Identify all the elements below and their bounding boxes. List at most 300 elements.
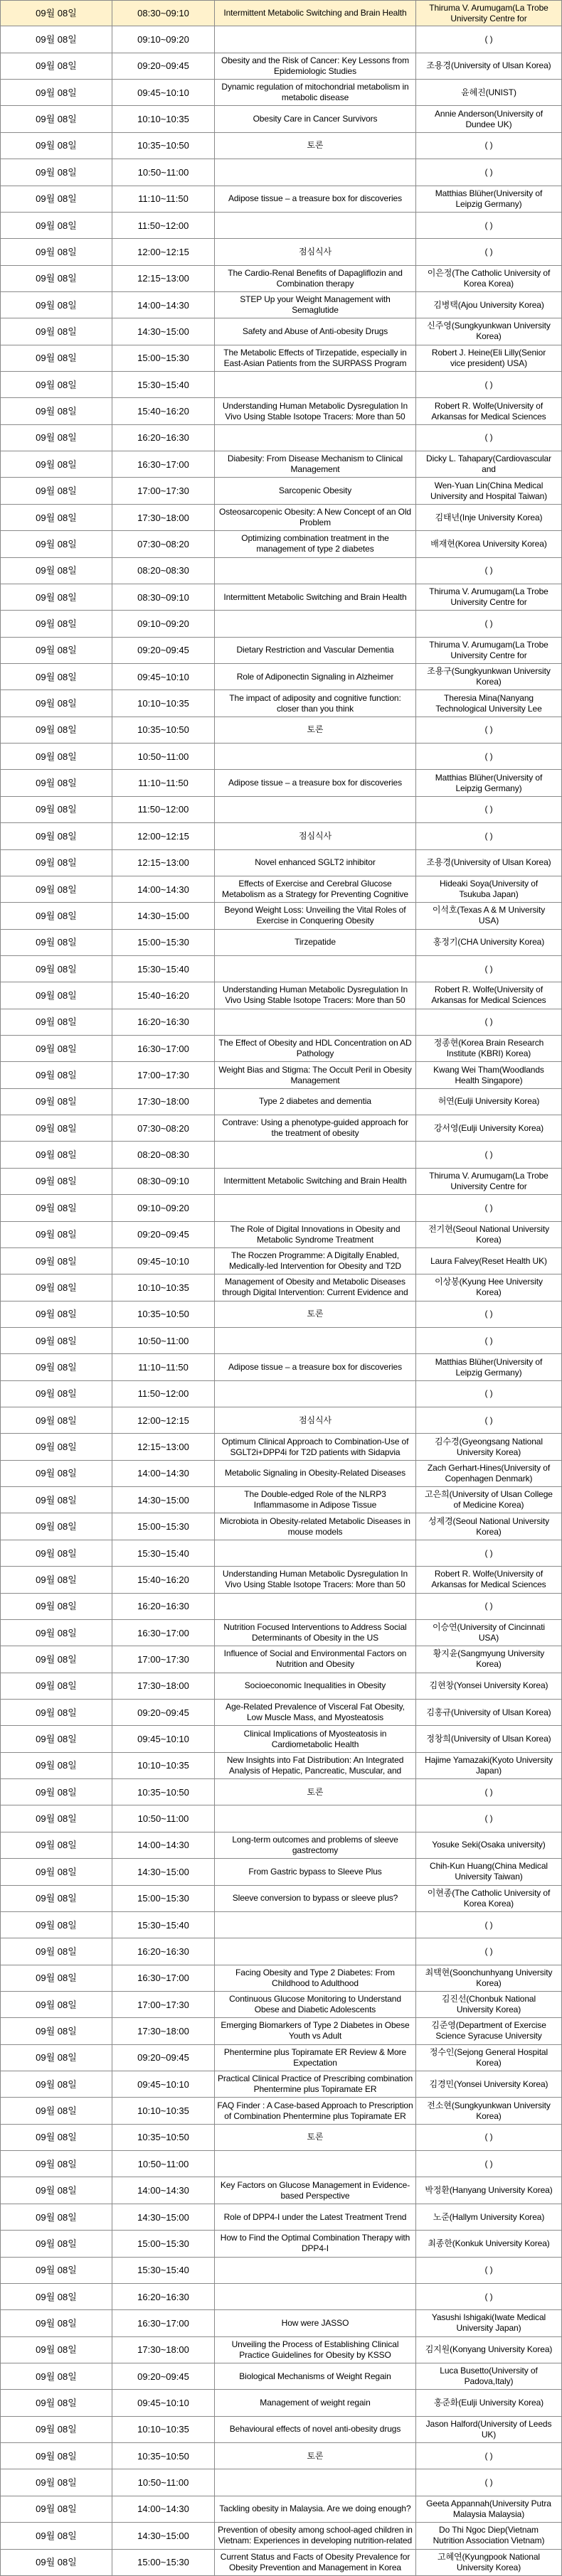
date-cell — [0, 318, 112, 345]
time-cell — [112, 1274, 215, 1301]
time-cell — [112, 1354, 215, 1380]
date-cell — [0, 159, 112, 186]
title-text: Biological Mechanisms of Weight Regain — [239, 2371, 391, 2381]
time-text: 11:10~11:50 — [138, 1362, 189, 1373]
time-cell — [112, 903, 215, 929]
time-cell — [112, 1195, 215, 1221]
date-text: 09월 08일 — [36, 1149, 77, 1161]
table-row — [0, 505, 562, 531]
time-text: 15:00~15:30 — [137, 353, 189, 364]
title-cell — [215, 53, 416, 80]
table-row — [0, 2204, 562, 2231]
speaker-text: 허연(Eulji University Korea) — [438, 1096, 540, 1107]
speaker-text: 김지원(Konyang University Korea) — [425, 2344, 553, 2355]
title-cell — [215, 1142, 416, 1168]
speaker-text: ( ) — [484, 565, 493, 576]
time-text: 10:50~11:00 — [137, 2158, 189, 2169]
speaker-cell — [416, 1009, 562, 1036]
date-cell — [0, 930, 112, 956]
date-cell — [0, 451, 112, 478]
date-cell — [0, 717, 112, 744]
title-cell — [215, 239, 416, 265]
speaker-cell — [416, 133, 562, 159]
time-text: 11:10~11:50 — [138, 193, 189, 205]
speaker-cell — [416, 531, 562, 557]
speaker-cell — [416, 2204, 562, 2231]
speaker-cell — [416, 1195, 562, 1221]
speaker-text: 이상봉(Kyung Hee University Korea) — [435, 1277, 543, 1298]
time-text: 10:50~11:00 — [137, 166, 189, 178]
time-cell — [112, 1779, 215, 1805]
table-row — [0, 0, 562, 26]
time-text: 10:10~10:35 — [137, 1282, 189, 1293]
date-cell — [0, 1832, 112, 1859]
time-cell — [112, 638, 215, 664]
date-cell — [0, 2098, 112, 2124]
time-cell — [112, 239, 215, 265]
title-text: Novel enhanced SGLT2 inhibitor — [255, 857, 376, 868]
time-cell — [112, 1992, 215, 2018]
speaker-text: Hideaki Soya(University of Tsukuba Japan) — [439, 879, 539, 900]
title-cell — [215, 1036, 416, 1062]
title-cell — [215, 372, 416, 398]
title-text: Age-Related Prevalence of Visceral Fat Obesity, Low Muscle Mass, and Myosteatosis — [226, 1702, 405, 1723]
speaker-cell — [416, 0, 562, 26]
date-cell — [0, 1859, 112, 1885]
title-text: The Effect of Obesity and HDL Concentration on AD Pathology — [218, 1038, 412, 1059]
speaker-cell — [416, 2337, 562, 2363]
date-text: 09월 08일 — [36, 591, 77, 603]
speaker-cell — [416, 53, 562, 80]
speaker-cell — [416, 425, 562, 451]
date-cell — [0, 638, 112, 664]
speaker-text: Matthias Blüher(University of Leipzig Germany) — [435, 1356, 543, 1378]
speaker-cell — [416, 1089, 562, 1115]
time-text: 09:45~10:10 — [137, 1734, 189, 1745]
date-cell — [0, 1753, 112, 1779]
title-text: Dietary Restriction and Vascular Dementia — [236, 645, 394, 655]
time-cell — [112, 1407, 215, 1434]
speaker-text: 정수인(Sejong General Hospital Korea) — [429, 2046, 548, 2068]
title-text: Management of weight regain — [260, 2398, 371, 2408]
speaker-text: 김병택(Ajou University Korea) — [433, 299, 544, 310]
date-text: 09월 08일 — [36, 778, 77, 789]
time-cell — [112, 2204, 215, 2231]
title-text: The Cardio-Renal Benefits of Dapagliflozin and Combination therapy — [228, 267, 403, 289]
date-cell — [0, 1594, 112, 1620]
speaker-cell — [416, 186, 562, 213]
time-cell — [112, 611, 215, 637]
speaker-cell — [416, 2098, 562, 2124]
table-row — [0, 2390, 562, 2416]
table-row — [0, 1089, 562, 1115]
time-cell — [112, 106, 215, 132]
table-row — [0, 1540, 562, 1567]
time-cell — [112, 318, 215, 345]
speaker-text: 홍준화(Eulji University Korea) — [433, 2398, 544, 2408]
speaker-text: 노준(Hallym University Korea) — [433, 2211, 545, 2222]
speaker-text: ( ) — [484, 1415, 493, 1425]
speaker-text: Thiruma V. Arumugam(La Trobe University Centre for — [429, 639, 548, 660]
time-text: 14:00~14:30 — [137, 2503, 189, 2515]
table-row — [0, 1805, 562, 1832]
date-text: 09월 08일 — [36, 1070, 77, 1081]
title-text: Tirzepatide — [295, 937, 336, 948]
speaker-cell — [416, 1886, 562, 1912]
date-cell — [0, 2363, 112, 2390]
table-row — [0, 425, 562, 451]
speaker-cell — [416, 1062, 562, 1088]
speaker-text: 이현종(The Catholic University of Korea Korea) — [427, 1887, 551, 1909]
time-cell — [112, 690, 215, 717]
time-text: 12:15~13:00 — [137, 1442, 189, 1453]
title-cell — [215, 930, 416, 956]
date-text: 09월 08일 — [36, 2211, 77, 2223]
title-text: Role of DPP4-I under the Latest Treatment Trend — [223, 2211, 407, 2222]
date-cell — [0, 850, 112, 876]
speaker-text: ( ) — [484, 34, 493, 45]
title-text: Adipose tissue – a treasure box for discoveries — [228, 1362, 403, 1372]
table-row — [0, 2177, 562, 2204]
date-text: 09월 08일 — [36, 2158, 77, 2169]
speaker-text: ( ) — [484, 379, 493, 390]
date-cell — [0, 1062, 112, 1088]
date-cell — [0, 1886, 112, 1912]
time-text: 10:35~10:50 — [137, 2132, 189, 2143]
speaker-text: 홍정기(CHA University Korea) — [433, 937, 545, 948]
speaker-cell — [416, 876, 562, 903]
time-text: 17:00~17:30 — [137, 1070, 189, 1081]
time-text: 15:30~15:40 — [137, 963, 189, 975]
title-text: Current Status and Facts of Obesity Prevalence for Obesity Prevention and Management in Korea — [220, 2551, 410, 2572]
time-text: 09:20~09:45 — [137, 1229, 189, 1240]
speaker-text: ( ) — [484, 166, 493, 177]
title-cell — [215, 1328, 416, 1354]
time-text: 10:10~10:35 — [137, 114, 189, 125]
time-text: 14:00~14:30 — [137, 1468, 189, 1479]
speaker-cell — [416, 1912, 562, 1938]
time-cell — [112, 1381, 215, 1407]
time-cell — [112, 0, 215, 26]
title-text: Influence of Social and Environmental Factors on Nutrition and Obesity — [223, 1648, 407, 1670]
speaker-text: ( ) — [484, 2291, 493, 2302]
title-cell — [215, 2443, 416, 2469]
time-text: 16:30~17:00 — [137, 1043, 189, 1054]
table-row — [0, 1992, 562, 2018]
title-cell — [215, 1779, 416, 1805]
date-cell — [0, 690, 112, 717]
date-text: 09월 08일 — [36, 1946, 77, 1957]
speaker-text: 이은정(The Catholic University of Korea Korea) — [427, 267, 551, 289]
table-row — [0, 1381, 562, 1407]
time-cell — [112, 2018, 215, 2044]
speaker-cell — [416, 1487, 562, 1513]
title-cell — [215, 876, 416, 903]
title-text: Intermittent Metabolic Switching and Brain Health — [223, 8, 407, 18]
title-cell — [215, 106, 416, 132]
time-cell — [112, 1886, 215, 1912]
title-text: Intermittent Metabolic Switching and Brain Health — [223, 1176, 407, 1186]
date-text: 09월 08일 — [36, 1335, 77, 1346]
table-row — [0, 1115, 562, 1142]
date-cell — [0, 1274, 112, 1301]
title-cell — [215, 1912, 416, 1938]
title-cell — [215, 956, 416, 982]
speaker-cell — [416, 239, 562, 265]
title-text: Understanding Human Metabolic Dysregulation In Vivo Using Stable Isotope Tracers: More than 50 — [222, 400, 408, 422]
speaker-cell — [416, 1859, 562, 1885]
title-text: Prevention of obesity among school-aged children in Vietnam: Experiences in developing nutrition-related — [218, 2525, 413, 2546]
time-text: 12:00~12:15 — [137, 1415, 189, 1426]
date-cell — [0, 1726, 112, 1752]
date-text: 09월 08일 — [36, 1202, 77, 1213]
title-text: Microbiota in Obesity-related Metabolic Diseases in mouse models — [220, 1515, 410, 1537]
time-cell — [112, 2071, 215, 2098]
time-text: 10:50~11:00 — [137, 1813, 189, 1825]
speaker-cell — [416, 2417, 562, 2443]
title-text: Adipose tissue – a treasure box for discoveries — [228, 193, 403, 204]
title-text: Beyond Weight Loss: Unveiling the Vital Roles of Exercise in Conquering Obesity — [224, 905, 406, 926]
date-cell — [0, 2258, 112, 2284]
time-cell — [112, 292, 215, 318]
table-row — [0, 2550, 562, 2576]
title-cell — [215, 266, 416, 292]
date-cell — [0, 2231, 112, 2257]
date-text: 09월 08일 — [36, 1521, 77, 1533]
time-text: 09:45~10:10 — [137, 2398, 189, 2409]
speaker-cell — [416, 770, 562, 796]
table-row — [0, 797, 562, 823]
speaker-text: Jason Halford(University of Leeds UK) — [425, 2418, 552, 2440]
time-text: 15:00~15:30 — [137, 937, 189, 948]
speaker-cell — [416, 930, 562, 956]
speaker-cell — [416, 1620, 562, 1646]
date-cell — [0, 664, 112, 690]
date-text: 09월 08일 — [36, 1255, 77, 1267]
title-text: From Gastric bypass to Sleeve Plus — [248, 1866, 382, 1877]
title-cell — [215, 2045, 416, 2071]
date-text: 09월 08일 — [36, 2052, 77, 2064]
date-cell — [0, 53, 112, 80]
title-text: 토론 — [307, 1309, 324, 1319]
date-text: 09월 08일 — [36, 512, 77, 523]
date-cell — [0, 584, 112, 611]
table-row — [0, 1938, 562, 1965]
table-row — [0, 1354, 562, 1380]
title-cell — [215, 1726, 416, 1752]
speaker-cell — [416, 372, 562, 398]
title-text: The Metabolic Effects of Tirzepatide, especially in East-Asian Patients from the SURPASS Program — [223, 347, 407, 368]
time-cell — [112, 2284, 215, 2310]
time-cell — [112, 159, 215, 186]
date-text: 09월 08일 — [36, 2291, 77, 2302]
date-cell — [0, 982, 112, 1009]
speaker-cell — [416, 1407, 562, 1434]
speaker-text: 전기현(Seoul National University Korea) — [428, 1223, 549, 1245]
speaker-text: ( ) — [484, 1946, 493, 1956]
title-cell — [215, 0, 416, 26]
date-text: 09월 08일 — [36, 910, 77, 921]
date-cell — [0, 1115, 112, 1142]
date-text: 09월 08일 — [36, 1096, 77, 1107]
speaker-cell — [416, 106, 562, 132]
speaker-cell — [416, 2071, 562, 2098]
date-text: 09월 08일 — [36, 379, 77, 390]
title-cell — [215, 2151, 416, 2177]
speaker-cell — [416, 1328, 562, 1354]
title-text: How to Find the Optimal Combination Therapy with DPP4-I — [220, 2233, 410, 2254]
speaker-text: Robert J. Heine(Eli Lilly(Senior vice president) USA) — [431, 347, 546, 368]
time-cell — [112, 186, 215, 213]
title-text: Socioeconomic Inequalities in Obesity — [244, 1680, 386, 1691]
time-cell — [112, 1036, 215, 1062]
time-text: 17:30~18:00 — [137, 512, 189, 523]
table-row — [0, 584, 562, 611]
speaker-text: Yasushi Ishigaki(Iwate Medical University Japan) — [431, 2312, 546, 2334]
speaker-cell — [416, 1992, 562, 2018]
speaker-text: 정종현(Korea Brain Research Institute (KBRI) Korea) — [433, 1038, 544, 1059]
time-cell — [112, 876, 215, 903]
table-row — [0, 1062, 562, 1088]
speaker-cell — [416, 1142, 562, 1168]
title-cell — [215, 451, 416, 478]
date-cell — [0, 1036, 112, 1062]
speaker-cell — [416, 2550, 562, 2576]
time-cell — [112, 717, 215, 744]
date-text: 09월 08일 — [36, 1468, 77, 1479]
time-cell — [112, 2310, 215, 2336]
speaker-cell — [416, 717, 562, 744]
title-cell — [215, 2523, 416, 2549]
table-row — [0, 2151, 562, 2177]
date-text: 09월 08일 — [36, 1601, 77, 1612]
speaker-cell — [416, 1115, 562, 1142]
speaker-cell — [416, 1540, 562, 1567]
time-text: 10:10~10:35 — [137, 1760, 189, 1771]
date-text: 09월 08일 — [36, 353, 77, 364]
date-text: 09월 08일 — [36, 1442, 77, 1453]
date-cell — [0, 1248, 112, 1274]
date-cell — [0, 505, 112, 531]
table-row — [0, 186, 562, 213]
date-cell — [0, 2284, 112, 2310]
table-row — [0, 531, 562, 557]
date-text: 09월 08일 — [36, 2317, 77, 2329]
title-text: The impact of adiposity and cognitive function: closer than you think — [229, 692, 401, 714]
title-cell — [215, 1567, 416, 1593]
time-cell — [112, 1726, 215, 1752]
time-text: 14:30~15:00 — [137, 1494, 189, 1506]
title-cell — [215, 1700, 416, 1726]
date-cell — [0, 2337, 112, 2363]
title-cell — [215, 2258, 416, 2284]
date-cell — [0, 213, 112, 239]
date-text: 09월 08일 — [36, 1282, 77, 1293]
title-cell — [215, 478, 416, 504]
speaker-text: Robert R. Wolfe(University of Arkansas for Medical Sciences — [431, 400, 546, 422]
speaker-text: 고혜연(Kyungpook National University Korea) — [438, 2551, 540, 2572]
date-cell — [0, 1912, 112, 1938]
title-text: New Insights into Fat Distribution: An Integrated Analysis of Hepatic, Pancreatic, Muscular, and — [226, 1754, 404, 1776]
title-cell — [215, 2071, 416, 2098]
title-cell — [215, 2390, 416, 2416]
title-cell — [215, 213, 416, 239]
date-cell — [0, 1700, 112, 1726]
time-cell — [112, 1753, 215, 1779]
time-cell — [112, 2523, 215, 2549]
time-cell — [112, 1461, 215, 1487]
title-cell — [215, 1222, 416, 1248]
table-row — [0, 1169, 562, 1195]
date-text: 09월 08일 — [36, 2371, 77, 2382]
table-row — [0, 1222, 562, 1248]
title-cell — [215, 584, 416, 611]
table-row — [0, 80, 562, 106]
date-cell — [0, 2417, 112, 2443]
speaker-cell — [416, 2523, 562, 2549]
time-text: 17:00~17:30 — [137, 1999, 189, 2010]
time-cell — [112, 2496, 215, 2523]
table-row — [0, 372, 562, 398]
date-cell — [0, 531, 112, 557]
time-cell — [112, 982, 215, 1009]
date-text: 09월 08일 — [36, 538, 77, 549]
date-text: 09월 08일 — [36, 645, 77, 656]
table-row — [0, 106, 562, 132]
date-cell — [0, 1938, 112, 1965]
date-cell — [0, 2071, 112, 2098]
title-text: 토론 — [307, 2450, 324, 2461]
speaker-cell — [416, 2258, 562, 2284]
time-text: 16:20~16:30 — [137, 2291, 189, 2302]
speaker-text: ( ) — [484, 804, 493, 815]
speaker-cell — [416, 1036, 562, 1062]
speaker-cell — [416, 1302, 562, 1328]
date-cell — [0, 1965, 112, 1992]
table-row — [0, 1274, 562, 1301]
date-cell — [0, 1567, 112, 1593]
date-text: 09월 08일 — [36, 273, 77, 284]
date-cell — [0, 478, 112, 504]
speaker-cell — [416, 2045, 562, 2071]
speaker-cell — [416, 2125, 562, 2151]
date-cell — [0, 2018, 112, 2044]
title-text: FAQ Finder : A Case-based Approach to Prescription of Combination Phentermine plus Topiramate ER — [217, 2100, 413, 2121]
table-row — [0, 2363, 562, 2390]
date-text: 09월 08일 — [36, 432, 77, 444]
title-cell — [215, 744, 416, 770]
speaker-cell — [416, 345, 562, 372]
title-cell — [215, 1646, 416, 1673]
table-row — [0, 1700, 562, 1726]
speaker-cell — [416, 2018, 562, 2044]
speaker-text: Luca Busetto(University of Padova,Italy) — [440, 2366, 538, 2387]
title-text: Understanding Human Metabolic Dysregulation In Vivo Using Stable Isotope Tracers: More than 50 — [222, 984, 408, 1006]
title-cell — [215, 2284, 416, 2310]
date-text: 09월 08일 — [36, 458, 77, 470]
time-cell — [112, 1859, 215, 1885]
table-row — [0, 1487, 562, 1513]
title-text: Optimizing combination treatment in the management of type 2 diabetes — [241, 533, 389, 554]
time-text: 15:30~15:40 — [137, 1919, 189, 1931]
speaker-cell — [416, 1513, 562, 1540]
table-row — [0, 903, 562, 929]
table-row — [0, 2417, 562, 2443]
speaker-cell — [416, 1567, 562, 1593]
speaker-text: ( ) — [484, 1149, 493, 1160]
time-cell — [112, 1673, 215, 1700]
speaker-text: 조용경(University of Ulsan Korea) — [426, 857, 551, 868]
